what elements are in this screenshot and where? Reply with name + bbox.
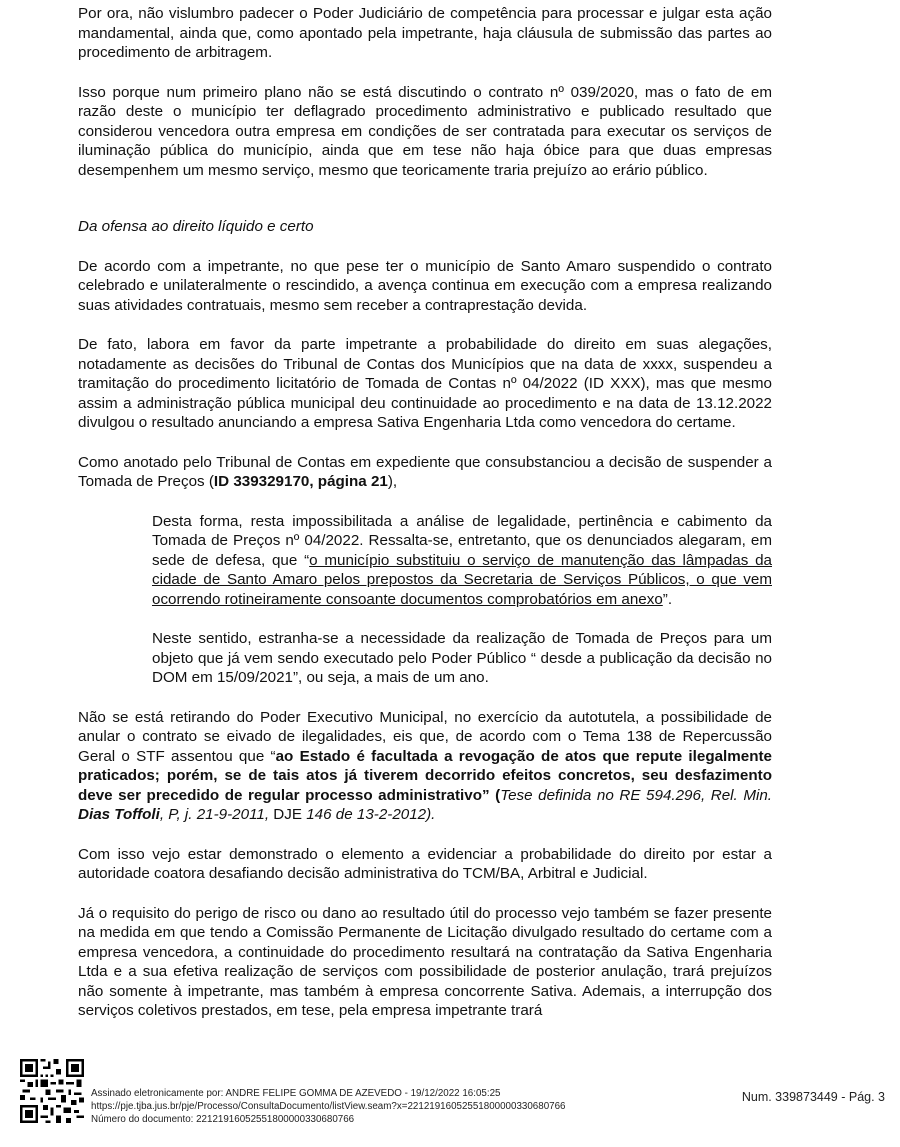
document-reference: ID 339329170, página 21 <box>213 473 388 490</box>
text-run: Desta forma, resta impossibilitada a análise de legalidade, pertinência e cabimento da Tomada de Preços nº 04/2022. Ressalta-se, entretanto, que os denunciados alegaram, em sede de defesa, que “ <box>152 512 772 569</box>
signature-line: Assinado eletronicamente por: ANDRE FELIPE GOMMA DE AZEVEDO - 19/12/2022 16:05:25 <box>91 1088 501 1099</box>
citation: 146 de 13-2-2012). <box>306 806 436 823</box>
bold-quote: ao Estado é facultada a revogação de atos que repute ilegalmente praticados; porém, se de tais atos já tiverem decorrido efeitos concretos, seu desfazimento deve ser precedido de regular processo administrativo” ( <box>78 747 772 804</box>
text-run: Como anotado pelo Tribunal de Contas em expediente que consubstanciou a decisão de suspender a Tomada de Preços ( <box>78 453 772 490</box>
paragraph: Isso porque num primeiro plano não se está discutindo o contrato nº 039/2020, mas o fato de em razão deste o município ter deflagrado procedimento administrativo e publicado resultado que considerou vencedora outra empresa em condições de ser contratada para executar os serviços de iluminação pública do município, ainda que em tese não haja óbice para que duas empresas desempenhem um mesmo serviço, mesmo que teoricamente traria prejuízo ao erário público. <box>78 83 772 179</box>
text-run: ”. <box>662 590 673 608</box>
paragraph: Com isso vejo estar demonstrado o elemento a evidenciar a probabilidade do direito por estar a autoridade coatora desafiando decisão administrativa do TCM/BA, Arbitral e Judicial. <box>78 845 772 882</box>
paragraph <box>78 708 772 825</box>
section-heading: Da ofensa ao direito líquido e certo <box>78 218 314 235</box>
quote-paragraph <box>152 512 772 610</box>
citation-name: Dias Toffoli <box>78 806 160 823</box>
qr-code-icon <box>20 1059 84 1123</box>
paragraph: Já o requisito do perigo de risco ou dano ao resultado útil do processo vejo também se fazer presente na medida em que tendo a Comissão Permanente de Licitação divulgado resultado do certame com a empresa vencedora, a continuidade do procedimento resultará na contratação da Sativa Engenharia Ltda e a sua efetiva realização de serviços com possibilidade de posterior anulação, trará prejuízos não somente à impetrante, mas também à empresa concorrente Sativa. Ademais, a interrupção dos serviços coletivos prestados, em tese, pela empresa impetrante trará <box>78 904 772 1019</box>
paragraph: Por ora, não vislumbro padecer o Poder Judiciário de competência para processar e julgar esta ação mandamental, ainda que, como apontado pela impetrante, haja cláusula de submissão das partes ao procedimento de arbitragem. <box>78 5 772 61</box>
paragraph: De fato, labora em favor da parte impetrante a probabilidade do direito em suas alegações, notadamente as decisões do Tribunal de Contas dos Municípios que na data de xxxx, suspendeu a tramitação do procedimento licitatório de Tomada de Contas nº 04/2022 (ID XXX), mas que mesmo assim a administração pública municipal deu continuidade ao procedimento e na data de 13.12.2022 divulgou o resultado anunciando a empresa Sativa Engenharia Ltda como vencedora do certame. <box>78 336 772 431</box>
block-quote <box>78 512 772 688</box>
signature-footer <box>91 1087 565 1126</box>
document-number: Número do documento: 22121916052551800000330680766 <box>91 1114 355 1125</box>
quote-paragraph: Neste sentido, estranha-se a necessidade da realização de Tomada de Preços para um objeto que já vem sendo executado pelo Poder Público “ desde a publicação da decisão no DOM em 15/09/2021”, ou seja, a mais de um ano. <box>152 630 772 686</box>
document-body <box>78 4 772 1021</box>
page-number: Num. 339873449 - Pág. 3 <box>741 1090 885 1104</box>
paragraph: De acordo com a impetrante, no que pese ter o município de Santo Amaro suspendido o contrato celebrado e unilateralmente o rescindido, a avença continua em execução com a empresa realizando suas atividades contratuais, mesmo sem receber a contraprestação devida. <box>78 257 772 314</box>
paragraph <box>78 453 772 492</box>
citation: Tese definida no RE 594.296, Rel. Min. <box>500 786 773 804</box>
underlined-quote: o município substituiu o serviço de manutenção das lâmpadas da cidade de Santo Amaro pelos prepostos da Secretaria de Serviços Públicos, o que vem ocorrendo rotineiramente consoante documentos comprobatórios em anexo <box>152 551 773 608</box>
text-run: ), <box>387 473 398 490</box>
citation: , P, j. 21-9-2011, <box>159 806 274 823</box>
citation-dje: DJE <box>273 806 307 823</box>
document-url[interactable]: https://pje.tjba.jus.br/pje/Processo/ConsultaDocumento/listView.seam?x=22121916052551800000330680766 <box>91 1101 566 1112</box>
text-run: Não se está retirando do Poder Executivo Municipal, no exercício da autotutela, a possibilidade de anular o contrato se eivado de ilegalidades, eis que, de acordo com o Tema 138 de Repercussão Geral o STF assentou que “ <box>78 708 772 765</box>
